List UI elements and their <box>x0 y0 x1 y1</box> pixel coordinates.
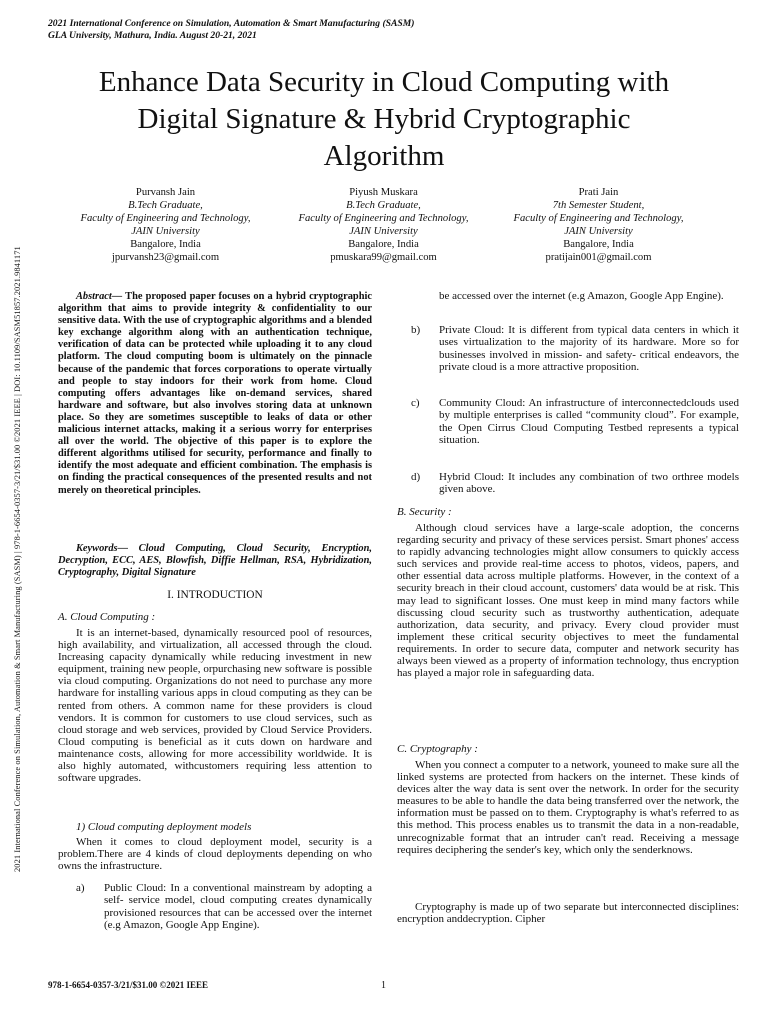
list-item-hybrid-cloud <box>411 471 739 496</box>
author-email: pmuskara99@gmail.com <box>330 251 437 263</box>
title-line-2: Digital Signature & Hybrid Cryptographic <box>137 103 631 135</box>
author-city: Bangalore, India <box>563 238 634 250</box>
author-block-2 <box>271 187 496 264</box>
paragraph-text: Although cloud services have a large-scale adoption, the concerns regarding security and privacy of these services persist. Smart phones' access to rapidly advancing technologies might allow consumers to quickly access such services and provide real-time access to photos, videos, papers, and other essential data across multiple platforms. However, in the context of a security breach in their cloud account, customers' data would be at risk. This may lead to significant losses. One must keep in mind many factors while discussing cloud security such as trustworthy authentication, adequate authorization, data security, and privacy. Every cloud provider must implement these critical security objectives to meet the fundamental requirements. In order to secure data, computer and network security has always been viewed as a property of information technology, thus encryption has played a major role in safeguarding data. <box>397 522 739 680</box>
list-item-private-cloud <box>411 324 739 373</box>
author-faculty: Faculty of Engineering and Technology, <box>513 212 684 224</box>
abstract <box>58 291 372 497</box>
conference-venue: GLA University, Mathura, India. August 20-21, 2021 <box>48 30 257 41</box>
list-item-label: d) <box>411 471 421 483</box>
list-item-label: a) <box>76 882 85 894</box>
list-item-community-cloud <box>411 397 739 446</box>
author-role: B.Tech Graduate, <box>346 199 421 211</box>
page-number: 1 <box>381 980 386 991</box>
author-block-1 <box>53 187 278 264</box>
list-item-label: c) <box>411 397 420 409</box>
list-item-text: Private Cloud: It is different from typical data centers in which it uses virtualization to the majority of its hardware. More so for businesses involved in mission- and safety- critical endeavors, the private cloud is a more attractive proposition. <box>439 324 739 373</box>
author-email: jpurvansh23@gmail.com <box>111 251 220 263</box>
author-faculty: Faculty of Engineering and Technology, <box>298 212 469 224</box>
subsection-deployment-models: 1) Cloud computing deployment models <box>76 821 252 833</box>
paragraph-cryptography-1 <box>397 759 739 856</box>
title-line-1: Enhance Data Security in Cloud Computing with <box>98 66 670 98</box>
author-university: JAIN University <box>564 225 633 237</box>
paragraph-cloud-computing <box>58 627 372 784</box>
paper-title <box>40 64 728 175</box>
author-faculty: Faculty of Engineering and Technology, <box>80 212 251 224</box>
keywords: Keywords— Cloud Computing, Cloud Security, Encryption, Decryption, ECC, AES, Blowfish, Diffie Hellman, RSA, Hybridization, Cryptography, Digital Signature <box>58 543 372 579</box>
title-line-3: Algorithm <box>323 140 445 172</box>
conference-name: 2021 International Conference on Simulation, Automation & Smart Manufacturing (SASM) <box>48 18 415 29</box>
subsection-cloud-computing: A. Cloud Computing : <box>58 611 156 623</box>
doi-sidebar <box>5 160 31 872</box>
paragraph-deployment <box>58 836 372 872</box>
author-role: B.Tech Graduate, <box>128 199 203 211</box>
author-city: Bangalore, India <box>348 238 419 250</box>
author-email: pratijain001@gmail.com <box>545 251 652 263</box>
section-heading-introduction: I. INTRODUCTION <box>167 589 263 601</box>
author-role: 7th Semester Student, <box>552 199 645 211</box>
abstract-label: Abstract— <box>76 291 123 302</box>
conference-header <box>48 18 414 42</box>
list-item-text: be accessed over the internet (e.g Amazon, Google App Engine). <box>439 290 724 302</box>
author-university: JAIN University <box>349 225 418 237</box>
author-university: JAIN University <box>131 225 200 237</box>
paragraph-text: It is an internet-based, dynamically resourced pool of resources, high availability, and virtualization, all accessed through the cloud. Increasing capacity dynamically while reducing investment in new equipment, training new people, orpurchasing new software is possible via cloud computing. Organizations do not need to purchase any more hardware for installing various apps in cloud computing as they can be rented from others. A common name for these providers is cloud vendors. It is common for customers to use cloud services, such as cloud storage and web services, provided by Cloud Service Providers. Cloud computing is beneficial as it cuts down on hardware and maintenance costs, allowing for more accessibility worldwide. It is also highly automated, withcustomers requiring less attention to software upgrades. <box>58 627 372 785</box>
list-item-public-cloud-continued <box>411 290 739 302</box>
list-item-text: Community Cloud: An infrastructure of interconnectedclouds used by multiple enterprises is called “community cloud”. For example, the Open Cirrus Cloud Computing Testbed represents a typical situation. <box>439 397 739 446</box>
author-name: Prati Jain <box>578 187 619 198</box>
footer-copyright: 978-1-6654-0357-3/21/$31.00 ©2021 IEEE <box>48 980 208 990</box>
author-name: Purvansh Jain <box>135 187 196 198</box>
paragraph-security <box>397 522 739 679</box>
paragraph-cryptography-2 <box>397 901 739 925</box>
paragraph-text: Cryptography is made up of two separate but interconnected disciplines: encryption anddecryption. Cipher <box>397 901 739 926</box>
list-item-text: Hybrid Cloud: It includes any combination of two orthree models given above. <box>439 471 739 496</box>
author-block-3 <box>486 187 711 264</box>
list-item-public-cloud <box>76 882 372 931</box>
list-item-label: b) <box>411 324 421 336</box>
author-city: Bangalore, India <box>130 238 201 250</box>
doi-sidebar-text: 2021 International Conference on Simulation, Automation & Smart Manufacturing (SASM) | 978-1-6654-0357-3/21/$31.00 ©2021 IEEE | DOI: 10.1109/SASM51857.2021.9841171 <box>13 246 22 872</box>
author-name: Piyush Muskara <box>349 187 418 198</box>
subsection-cryptography: C. Cryptography : <box>397 743 478 755</box>
abstract-text: The proposed paper focuses on a hybrid cryptographic algorithm that aims to provide integrity & confidentiality to our sensitive data. With the use of cryptographic algorithms and a blended key exchange algorithm along with an authentication technique, verification of data can be protected while uploading it to any cloud platform. The cloud computing boom is ultimately on the pinnacle because of the pandemic that forces corporations to operate virtually and people to stay indoors for their work from home. Cloud computing offers advantages like on-demand services, shared hardware and software, but also involves storing data at unknown place. So they are sometimes susceptible to leaks of data or other malicious internet attacks, making it a serious worry for enterprises all over the world. The objective of this paper is to explore the different algorithms utilised for security, performance and finally to identify the most adequate and efficient combination. The emphasis is on finding the practical consequences of the presented results and not merely on theoretical principles. <box>58 291 372 496</box>
paragraph-text: When you connect a computer to a network, youneed to make sure all the linked systems are protected from hackers on the internet. These kinds of devices alter the way data is sent over the network. In order for the security measures to be able to handle the data being transferred over the network, the information must be passed on to them. Cryptography is what's referred to as this method. This process enables us to transmit the data in a non-readable, unrecognizable format that an intruder can't read. Receiving a message requires deciphering the sender's key, which only the senderknows. <box>397 759 739 856</box>
subsection-security: B. Security : <box>397 506 452 518</box>
paragraph-text: When it comes to cloud deployment model, security is a problem.There are 4 kinds of cloud deployments depending on who owns the infrastructure. <box>58 836 372 873</box>
list-item-text: Public Cloud: In a conventional mainstream by adopting a self- service model, cloud computing creates dynamically provisioned resources that can be accessed over the internet (e.g Amazon, Google App Engine). <box>104 882 372 931</box>
